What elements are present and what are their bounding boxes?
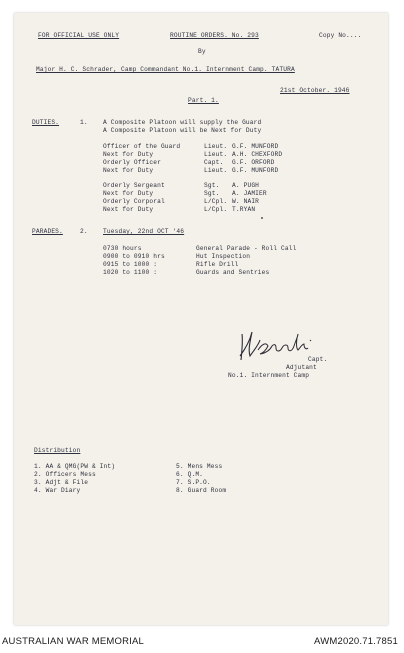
author-line: Major H. C. Schrader, Camp Commandant No.1. Internment Camp. TATURA [36,66,295,73]
distribution-item: 6. Q.M. [176,471,204,478]
schedule-activity: Rifle Drill [196,261,239,268]
roster-rank: L/Cpl. [204,198,228,205]
signatory-role: Adjutant [286,364,317,371]
document-title: ROUTINE ORDERS. No. 293 [170,32,259,39]
duties-line-2: A Composite Platoon will be Next for Duty [103,127,262,134]
roster-role: Next for Duty [103,190,154,197]
parade-day: Tuesday, 22nd OCT '46 [103,228,185,235]
distribution-item: 1. AA & QMG(PW & Int) [34,463,116,470]
parades-number: 2. [80,228,88,235]
distribution-item: 2. Officers Mess [34,471,96,478]
roster-rank: Lieut. [204,151,228,158]
roster-rank: Lieut. [204,143,228,150]
distribution-item: 8. Guard Room [176,487,227,494]
duties-heading: DUTIES. [32,119,60,126]
roster-rank: Sgt. [204,190,220,197]
schedule-activity: Hut Inspection [196,253,251,260]
roster-role: Officer of the Guard [103,143,181,150]
part-heading: Part. 1. [188,97,219,104]
duties-number: 1. [80,119,88,126]
footer-accession-number: AWM2020.71.7851 [314,636,398,647]
roster-name: G.F. ORFORD [232,159,275,166]
roster-role: Orderly Corporal [103,198,165,205]
duties-line-1: A Composite Platoon will supply the Guard [103,119,262,126]
signatory-unit: No.1. Internment Camp [228,372,310,379]
distribution-item: 7. S.P.O. [176,479,211,486]
official-use-label: FOR OFFICIAL USE ONLY [38,32,120,39]
footer-institution: AUSTRALIAN WAR MEMORIAL [2,636,145,647]
roster-role: Next for Duty [103,167,154,174]
schedule-time: 1020 to 1100 : [103,269,158,276]
distribution-item: 3. Adjt & File [34,479,89,486]
schedule-time: 0730 hours [103,245,142,252]
copy-number: Copy No.... [319,32,362,39]
roster-name: G.F. MUNFORD [232,167,279,174]
signatory-rank: Capt. [308,356,328,363]
roster-name: G.F. MUNFORD [232,143,279,150]
handwritten-signature [236,326,316,364]
roster-name: W. NAIR [232,198,260,205]
order-date: 21st October. 1946 [280,87,350,94]
roster-role: Orderly Officer [103,159,161,166]
schedule-activity: General Parade - Roll Call [196,245,297,252]
roster-name: A. JAMIER [232,190,267,197]
roster-name: A. PUGH [232,182,260,189]
distribution-heading: Distribution [34,447,81,454]
schedule-time: 0900 to 0910 hrs [103,253,165,260]
schedule-time: 0915 to 1000 : [103,261,158,268]
schedule-activity: Guards and Sentries [196,269,270,276]
parades-heading: PARADES. [32,228,63,235]
distribution-item: 5. Mens Mess [176,463,223,470]
roster-rank: Lieut. [204,167,228,174]
ink-mark [261,217,263,219]
roster-rank: Capt. [204,159,224,166]
document-sheet [14,13,388,625]
roster-name: T.RYAN [232,206,256,213]
roster-rank: Sgt. [204,182,220,189]
distribution-item: 4. War Diary [34,487,81,494]
roster-rank: L/Cpl. [204,206,228,213]
roster-role: Next for Duty [103,206,154,213]
by-label: By [198,48,206,55]
roster-role: Next for Duty [103,151,154,158]
roster-name: A.H. CHEXFORD [232,151,283,158]
roster-role: Orderly Sergeant [103,182,165,189]
